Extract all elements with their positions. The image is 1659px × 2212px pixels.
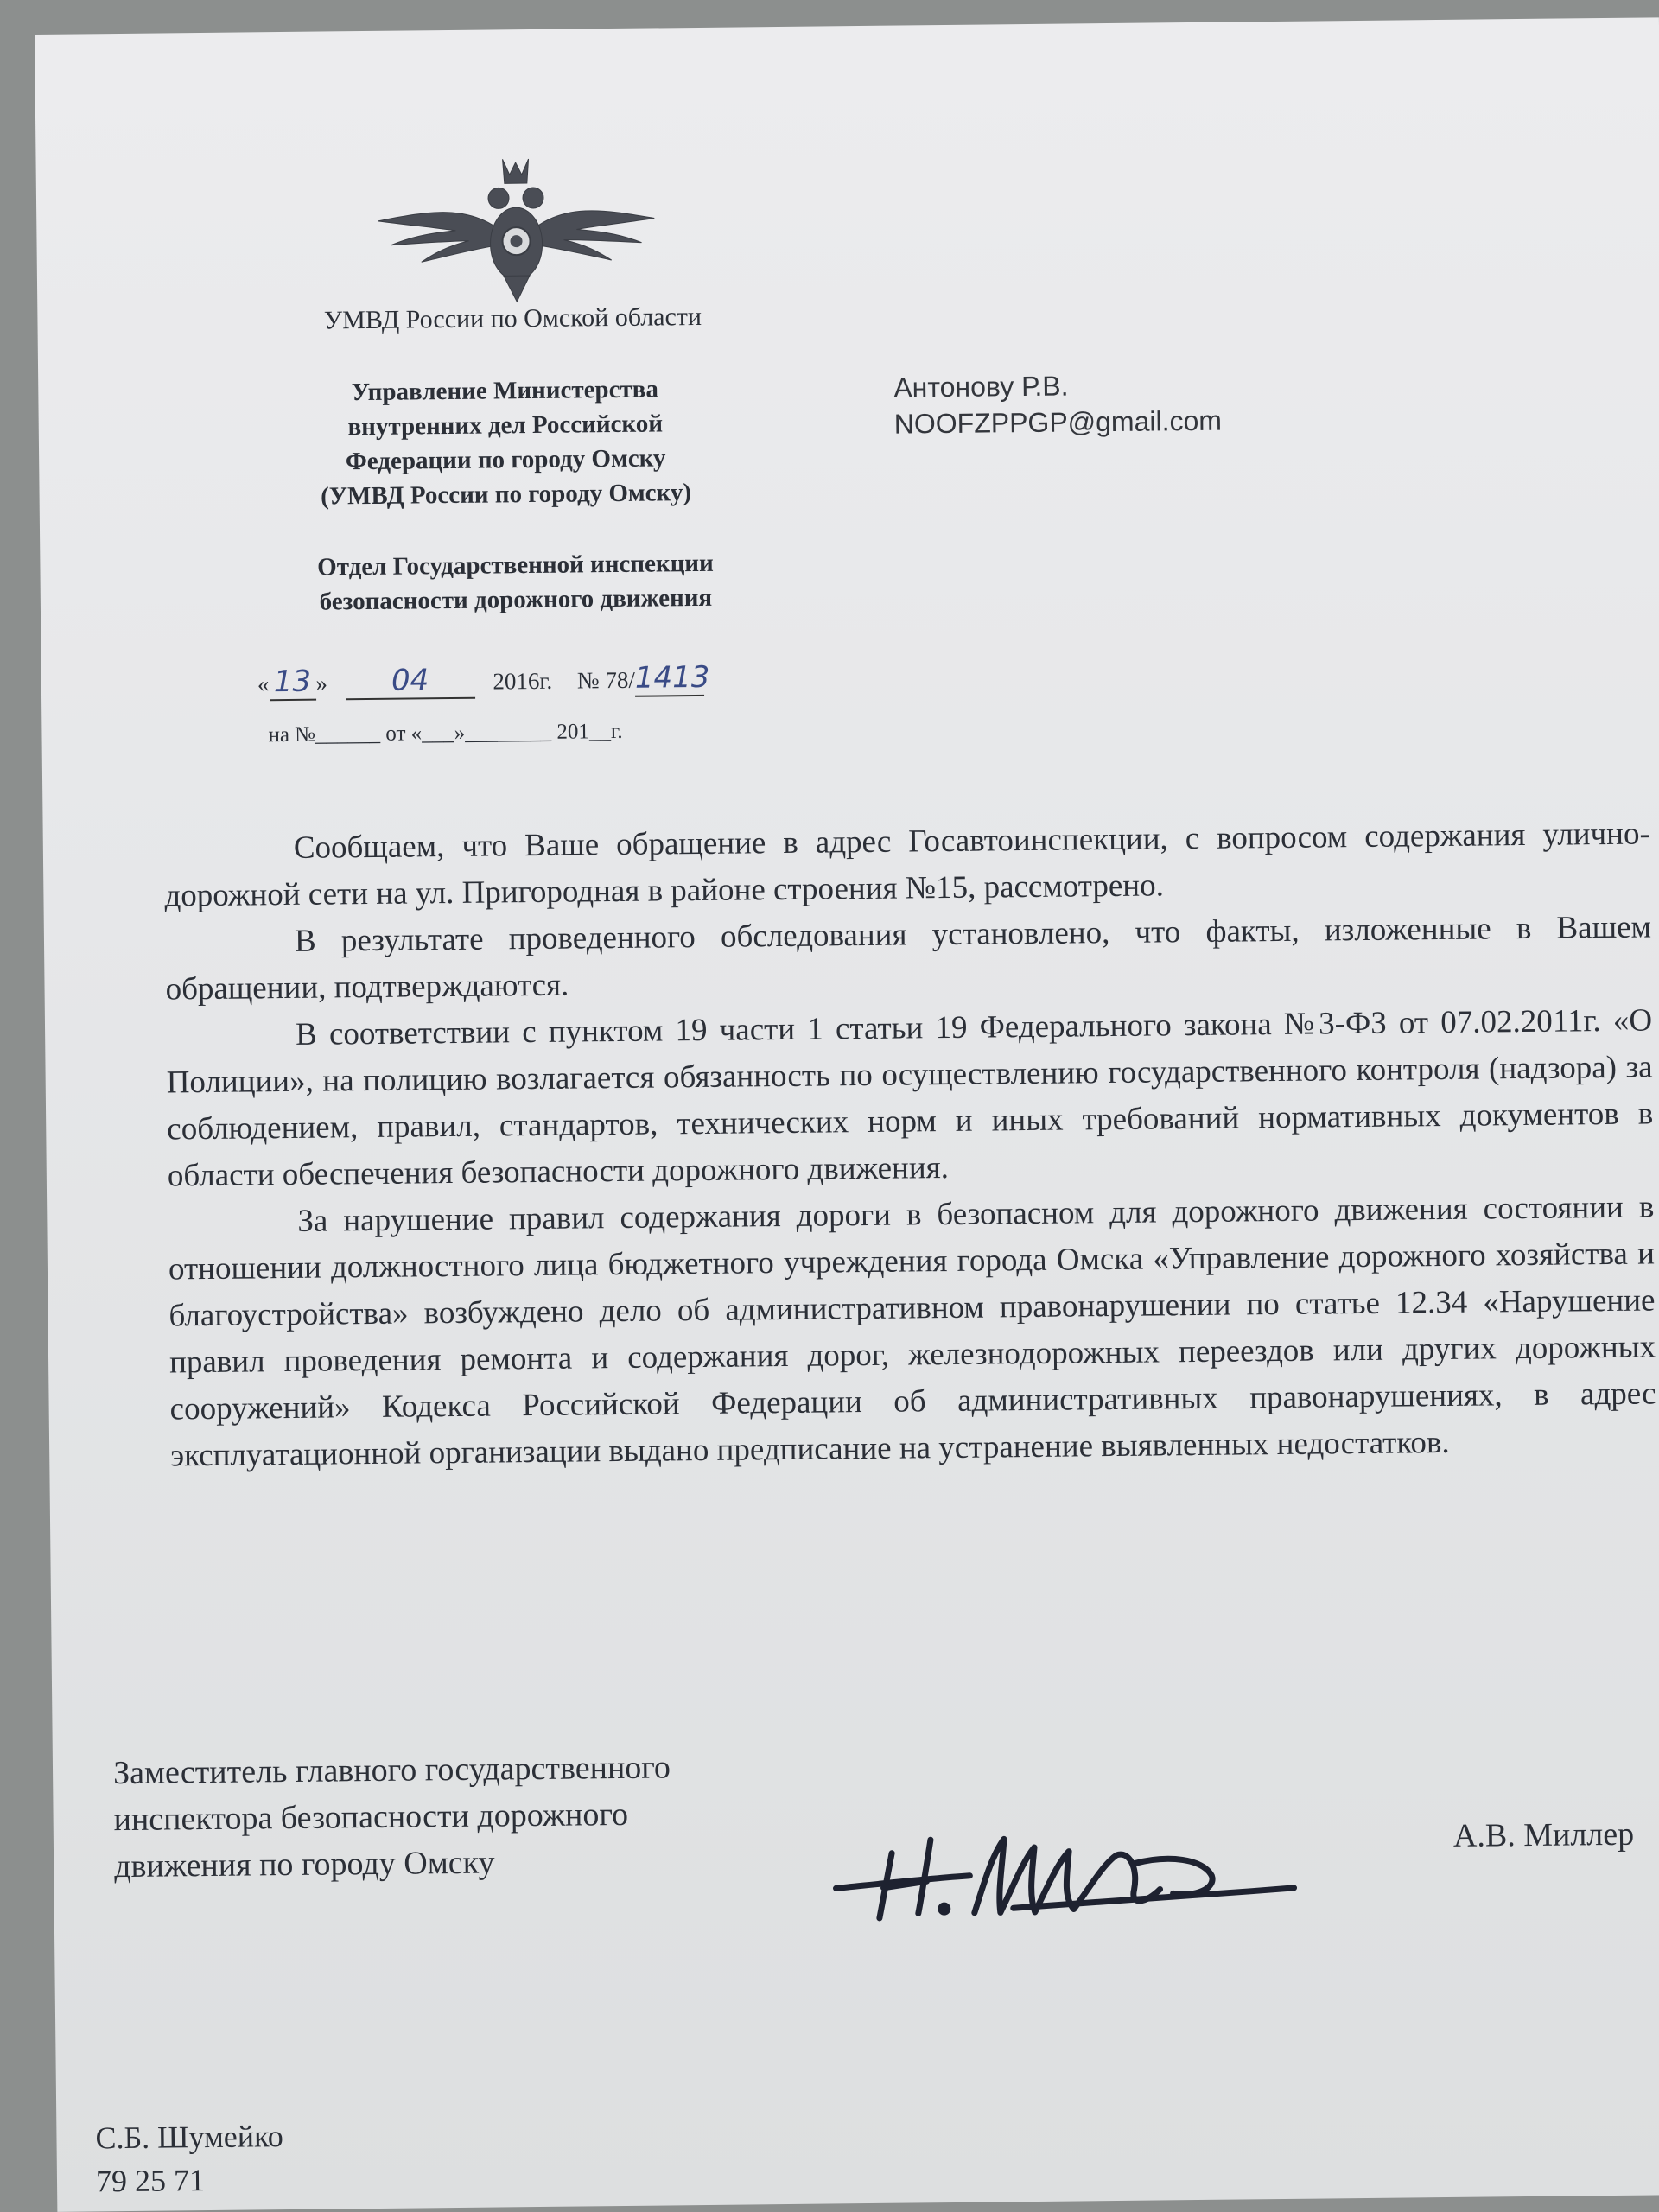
date-month: 04: [345, 663, 474, 701]
date-day: 13: [269, 664, 315, 702]
signer-title: [113, 1744, 672, 1890]
signer-name: А.В. Миллер: [1452, 1815, 1635, 1854]
performer-name: С.Б. Шумейко: [95, 2119, 283, 2156]
letter-body: [164, 810, 1657, 1479]
department-line: безопасности дорожного движения: [319, 583, 713, 616]
outgoing-number: 1413: [634, 659, 710, 696]
ministry-line: внутренних дел Российской: [347, 410, 664, 442]
ministry-name: [237, 371, 774, 514]
handwritten-signature: [831, 1802, 1300, 1936]
number-prefix: № 78/: [576, 666, 636, 694]
open-quote: «: [257, 671, 270, 697]
recipient-email: NOOFZPPGP@gmail.com: [893, 404, 1223, 440]
body-paragraph: За нарушение правил содержания дороги в безопасном для дорожного движения состоянии в отношении должностного лица бюджетного учреждения города Омска «Управление дорожного хозяйства и благоустройства» возбуждено дело об административном правонарушении по статье 12.34 «Нарушение правил проведения ремонта и содержания дорог, железнодорожных переездов или других дорожных сооружений» Кодекса Российской Федерации об административных правонарушениях, в адрес эксплуатационной организации выдано предписание на устранение выявленных недостатков.: [168, 1189, 1656, 1474]
performer-phone: 79 25 71: [95, 2163, 206, 2199]
organization-header: УМВД России по Омской области: [323, 302, 702, 335]
body-paragraph: В результате проведенного обследования установлено, что факты, изложенные в Вашем обращении, подтверждаются.: [165, 909, 1652, 1007]
ministry-line: Федерации по городу Омску: [345, 444, 666, 476]
reference-row: на №______ от «___»________ 201__г.: [268, 719, 623, 747]
signer-title-line: инспектора безопасности дорожного: [113, 1796, 629, 1839]
close-quote: »: [315, 670, 328, 696]
recipient-name: Антонову Р.В.: [893, 370, 1069, 404]
date-year: 2016г.: [493, 667, 553, 695]
department-name: [230, 545, 801, 620]
body-paragraph: Сообщаем, что Ваше обращение в адрес Госавтоинспекции, с вопросом содержания улично-дорожной сети на ул. Пригородная в районе строения №15, рассмотрено.: [164, 816, 1651, 914]
department-line: Отдел Государственной инспекции: [317, 549, 714, 582]
letter-page: [35, 17, 1659, 2212]
double-headed-eagle-emblem: [372, 149, 659, 307]
performer-block: [95, 2114, 283, 2202]
body-paragraph: В соответствии с пунктом 19 части 1 статьи 19 Федерального закона №3-ФЗ от 07.02.2011г. «О Полиции», на полицию возлагается обязанность по осуществлению государственного контроля (надзора) за соблюдением, правил, стандартов, технических норм и иных требований нормативных документов в области обеспечения безопасности дорожного движения.: [166, 1002, 1654, 1194]
outgoing-date-number: [257, 659, 710, 701]
ministry-line: (УМВД России по городу Омску): [320, 479, 692, 511]
ministry-line: Управление Министерства: [351, 375, 659, 407]
signer-title-line: движения по городу Омску: [113, 1844, 495, 1885]
signer-title-line: Заместитель главного государственного: [112, 1749, 671, 1792]
recipient-block: [893, 366, 1222, 442]
